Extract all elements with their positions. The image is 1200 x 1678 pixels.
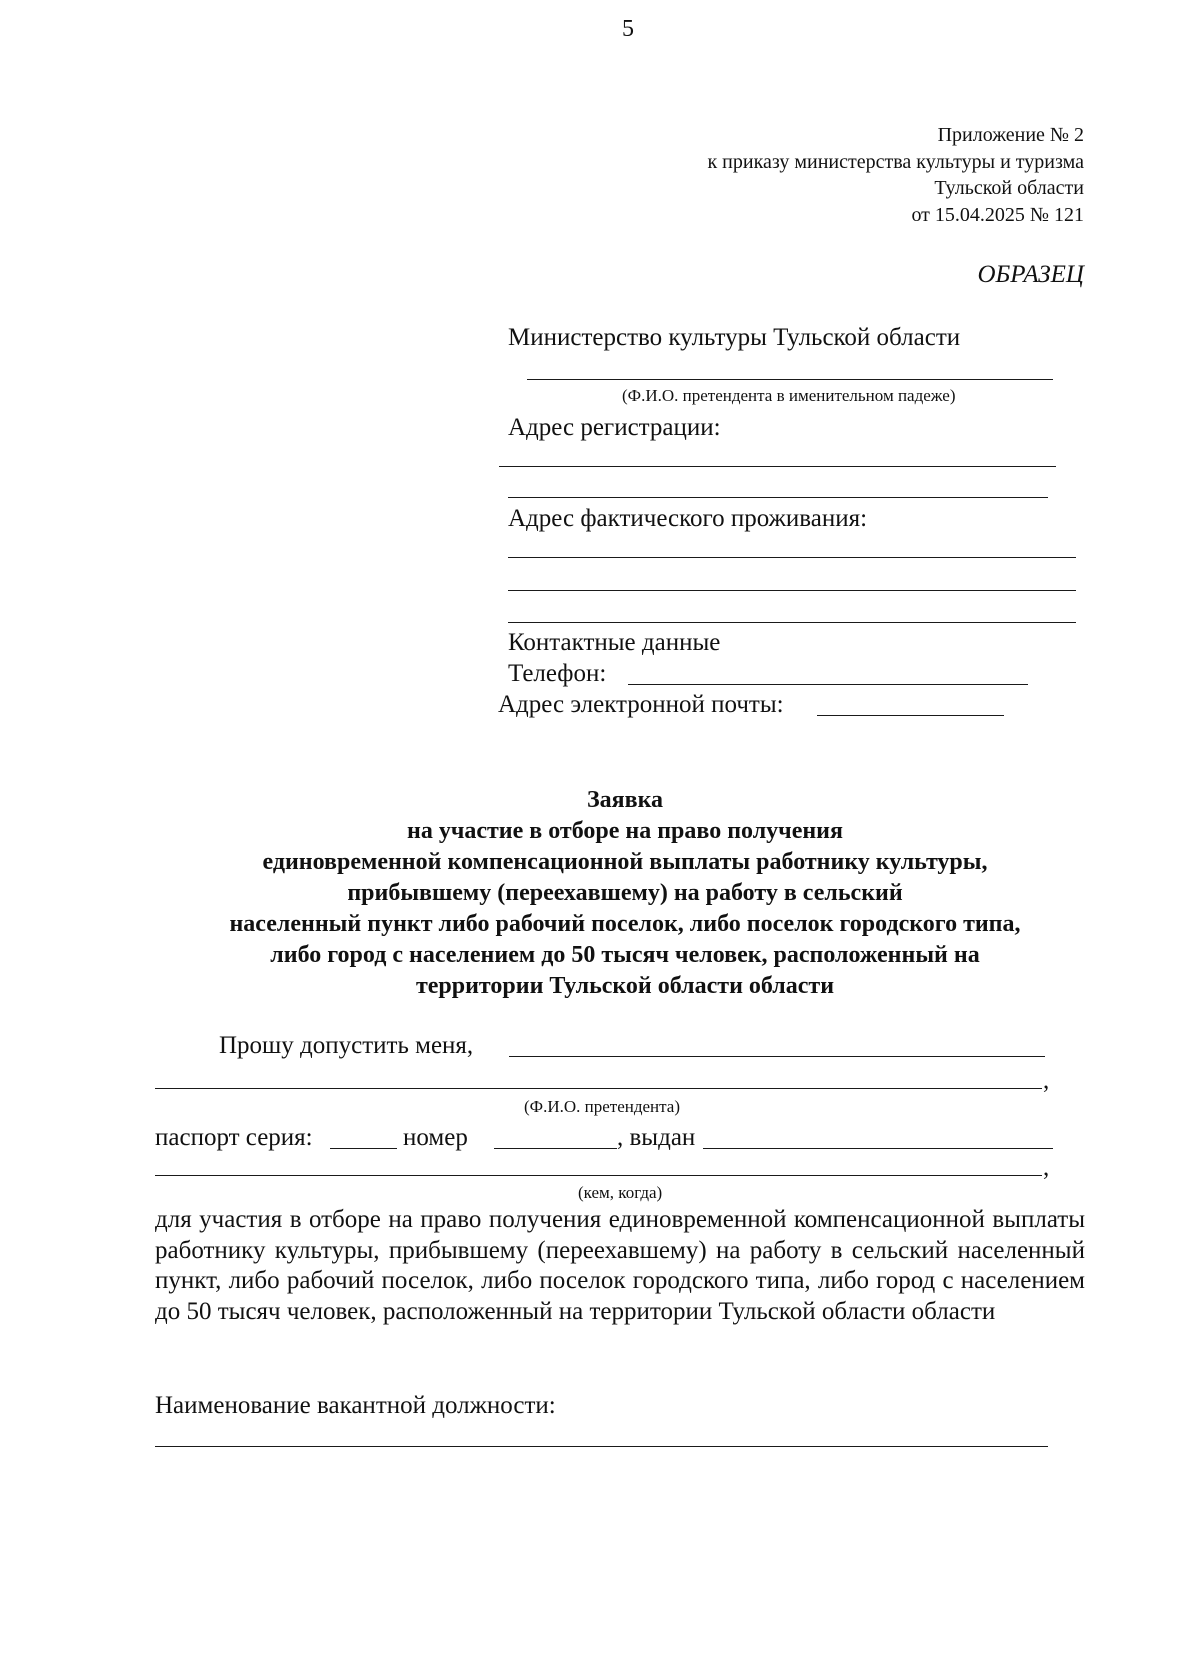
passport-series-label: паспорт серия: [155,1124,313,1151]
phone-label: Телефон: [508,660,607,687]
passport-number-label: номер [403,1124,468,1151]
applicant-name-line-1 [509,1056,1045,1057]
page-number: 5 [622,16,634,42]
request-text: Прошу допустить меня, [219,1032,474,1059]
vacancy-line [155,1446,1048,1447]
fio-line [527,379,1053,380]
actual-address-line-2 [508,590,1076,591]
issued-label: , выдан [617,1124,696,1151]
region-name: Тульской области [934,177,1084,199]
title-line-3: единовременной компенсационной выплаты работнику культуры, [262,849,988,875]
registration-address-line-2 [508,497,1048,498]
sample-mark: ОБРАЗЕЦ [977,261,1084,288]
issued-by-line-2 [155,1175,1042,1176]
title-line-4: прибывшему (переехавшему) на работу в сельский [347,880,903,906]
registration-address-label: Адрес регистрации: [508,414,721,441]
ministry-name: Министерство культуры Тульской области [508,324,961,351]
phone-line [628,684,1028,685]
passport-series-line [330,1148,397,1149]
order-date: от 15.04.2025 № 121 [911,204,1084,226]
title-line-6: либо город с населением до 50 тысяч человек, расположенный на [270,942,980,968]
purpose-paragraph: для участия в отборе на право получения единовременной компенсационной выплаты работнику культуры, прибывшему (переехавшему) на работу в сельский населенный пункт, либо рабочий поселок, либо поселок городского типа, либо город с населением до 50 тысяч человек, расположенный на территории Тульской области области [155,1206,1085,1325]
email-label: Адрес электронной почты: [498,691,784,718]
comma-2: , [1043,1154,1050,1181]
comma-1: , [1043,1067,1050,1094]
application-title [0,785,1200,1002]
title-line-2: на участие в отборе на право получения [406,818,843,844]
actual-address-line-1 [508,557,1076,558]
passport-number-line [494,1148,617,1149]
vacancy-label: Наименование вакантной должности: [155,1392,556,1419]
title-line-1: Заявка [586,787,664,813]
issued-caption: (кем, когда) [578,1183,663,1202]
fio-caption: (Ф.И.О. претендента в именительном падеже) [622,386,956,405]
applicant-name-line-2 [155,1088,1042,1089]
title-line-7: территории Тульской области области [415,973,835,999]
contacts-label: Контактные данные [508,629,721,656]
actual-address-line-3 [508,622,1076,623]
title-line-5: населенный пункт либо рабочий поселок, либо поселок городского типа, [229,911,1021,937]
order-reference: к приказу министерства культуры и туризма [707,151,1084,173]
email-line [817,715,1004,716]
actual-address-label: Адрес фактического проживания: [508,505,868,532]
applicant-fio-caption: (Ф.И.О. претендента) [524,1097,680,1116]
registration-address-line-1 [499,466,1056,467]
issued-by-line-1 [703,1148,1053,1149]
appendix-number: Приложение № 2 [937,124,1084,146]
